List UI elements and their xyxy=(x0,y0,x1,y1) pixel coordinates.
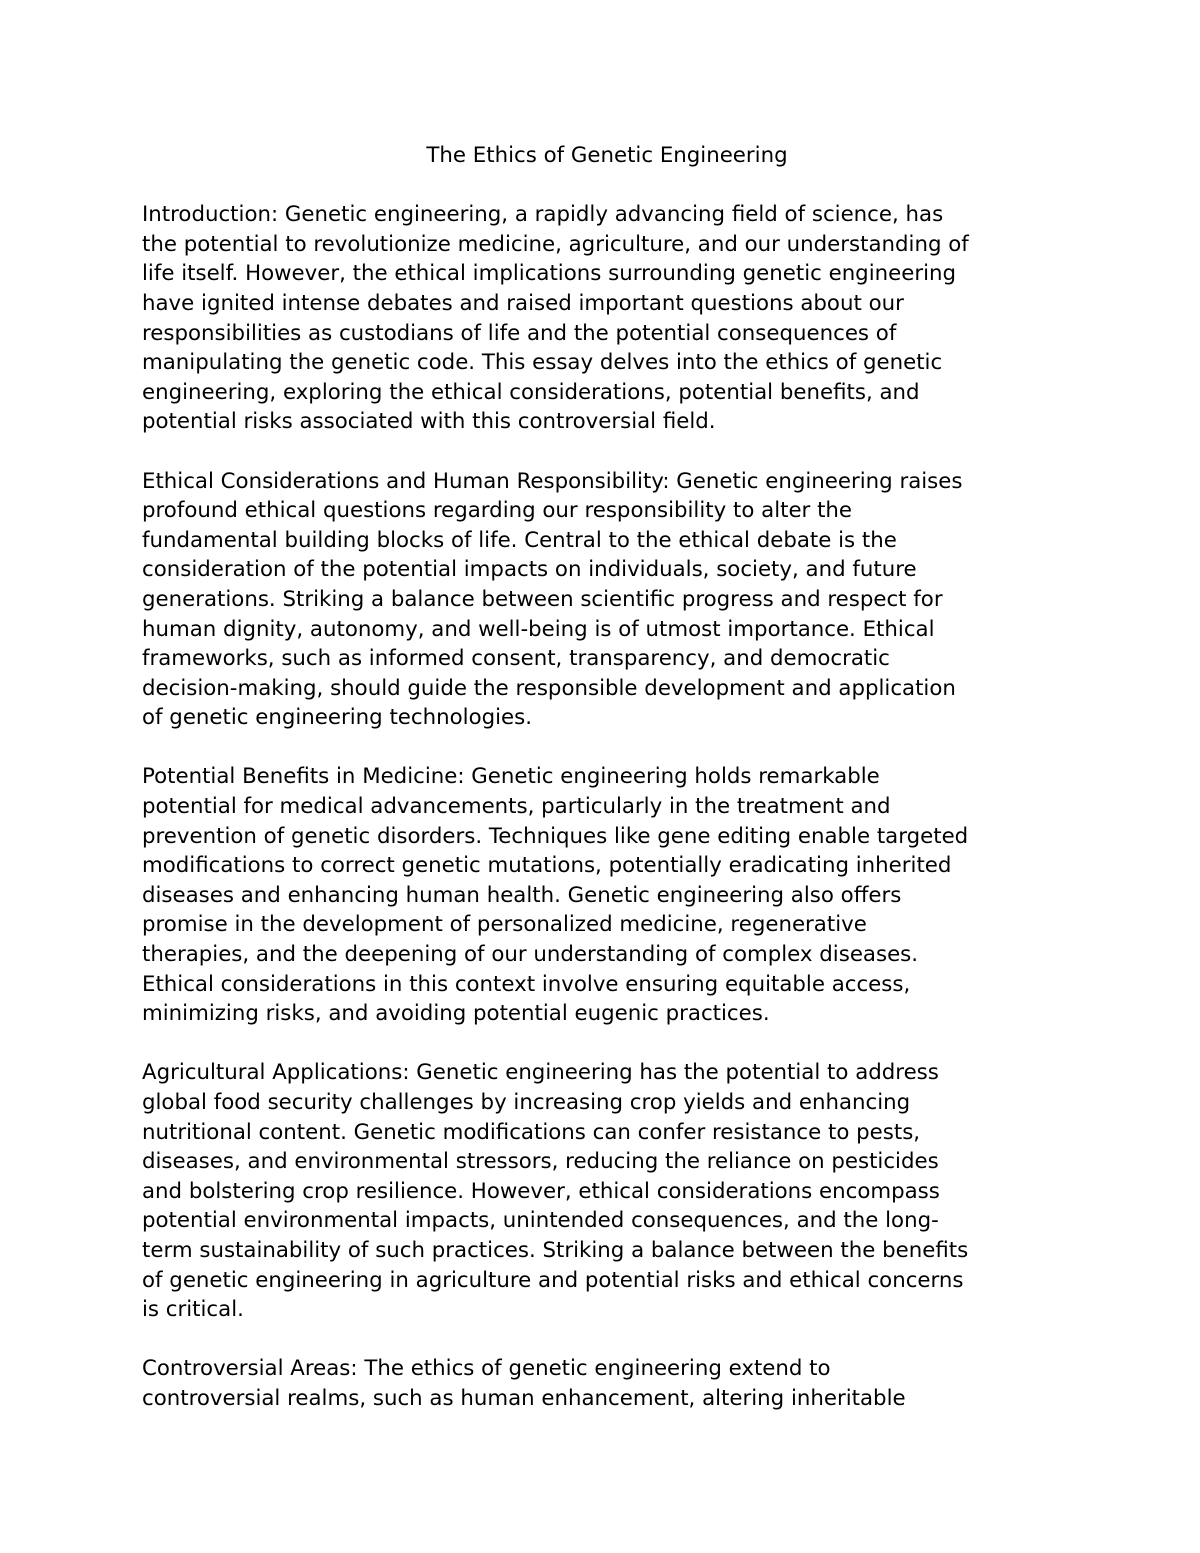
paragraph-ethical-considerations xyxy=(142,467,1072,733)
text-line: prevention of genetic disorders. Techniques like gene editing enable targeted xyxy=(142,823,969,849)
paragraph-controversial-areas xyxy=(142,1354,1072,1413)
text-line: life itself. However, the ethical implications surrounding genetic engineering xyxy=(142,261,957,287)
text-line: potential environmental impacts, unintended consequences, and the long- xyxy=(142,1208,939,1234)
text-line: global food security challenges by increasing crop yields and enhancing xyxy=(142,1090,911,1115)
text-line: frameworks, such as informed consent, transparency, and democratic xyxy=(142,646,890,672)
text-line: human dignity, autonomy, and well-being is of utmost importance. Ethical xyxy=(142,616,935,642)
text-line: consideration of the potential impacts on individuals, society, and future xyxy=(142,557,917,583)
text-line: responsibilities as custodians of life and the potential consequences of xyxy=(142,320,897,346)
document-title: The Ethics of Genetic Engineering xyxy=(426,143,788,168)
text-line: controversial realms, such as human enhancement, altering inheritable xyxy=(142,1385,906,1411)
text-line: Ethical Considerations and Human Responsibility: Genetic engineering raises xyxy=(142,468,963,494)
text-line: potential risks associated with this controversial field. xyxy=(142,409,716,435)
text-line: manipulating the genetic code. This essay delves into the ethics of genetic xyxy=(142,350,943,376)
text-line: generations. Striking a balance between scientific progress and respect for xyxy=(142,586,943,612)
text-line: profound ethical questions regarding our responsibility to alter the xyxy=(142,498,853,524)
text-line: decision-making, should guide the responsible development and application xyxy=(142,675,956,701)
text-line: have ignited intense debates and raised important questions about our xyxy=(142,290,904,316)
paragraph-introduction xyxy=(142,200,1072,437)
text-line: diseases and enhancing human health. Genetic engineering also offers xyxy=(142,882,902,908)
text-line: of genetic engineering technologies. xyxy=(142,705,532,731)
text-line: modifications to correct genetic mutations, potentially eradicating inherited xyxy=(142,853,952,879)
text-line: Controversial Areas: The ethics of genetic engineering extend to xyxy=(142,1356,831,1382)
text-line: Agricultural Applications: Genetic engineering has the potential to address xyxy=(142,1060,939,1086)
document-body xyxy=(142,141,1072,1443)
text-line: therapies, and the deepening of our understanding of complex diseases. xyxy=(142,942,919,968)
text-line: engineering, exploring the ethical considerations, potential benefits, and xyxy=(142,379,920,405)
text-line: Introduction: Genetic engineering, a rapidly advancing field of science, has xyxy=(142,202,944,228)
text-line: is critical. xyxy=(142,1297,244,1323)
text-line: promise in the development of personalized medicine, regenerative xyxy=(142,912,867,938)
text-line: and bolstering crop resilience. However, ethical considerations encompass xyxy=(142,1178,940,1204)
text-line: Potential Benefits in Medicine: Genetic engineering holds remarkable xyxy=(142,764,880,790)
text-line: fundamental building blocks of life. Central to the ethical debate is the xyxy=(142,527,897,553)
text-line: potential for medical advancements, particularly in the treatment and xyxy=(142,794,891,820)
paragraph-medicine xyxy=(142,762,1072,1028)
text-line: the potential to revolutionize medicine, agriculture, and our understanding of xyxy=(142,231,969,257)
text-line: minimizing risks, and avoiding potential eugenic practices. xyxy=(142,1001,770,1027)
text-line: nutritional content. Genetic modifications can confer resistance to pests, xyxy=(142,1119,921,1145)
text-line: term sustainability of such practices. Striking a balance between the benefits xyxy=(142,1237,969,1263)
text-line: of genetic engineering in agriculture and potential risks and ethical concerns xyxy=(142,1267,964,1293)
text-line: diseases, and environmental stressors, reducing the reliance on pesticides xyxy=(142,1149,939,1175)
paragraph-agriculture xyxy=(142,1058,1072,1324)
text-line: Ethical considerations in this context involve ensuring equitable access, xyxy=(142,971,911,997)
